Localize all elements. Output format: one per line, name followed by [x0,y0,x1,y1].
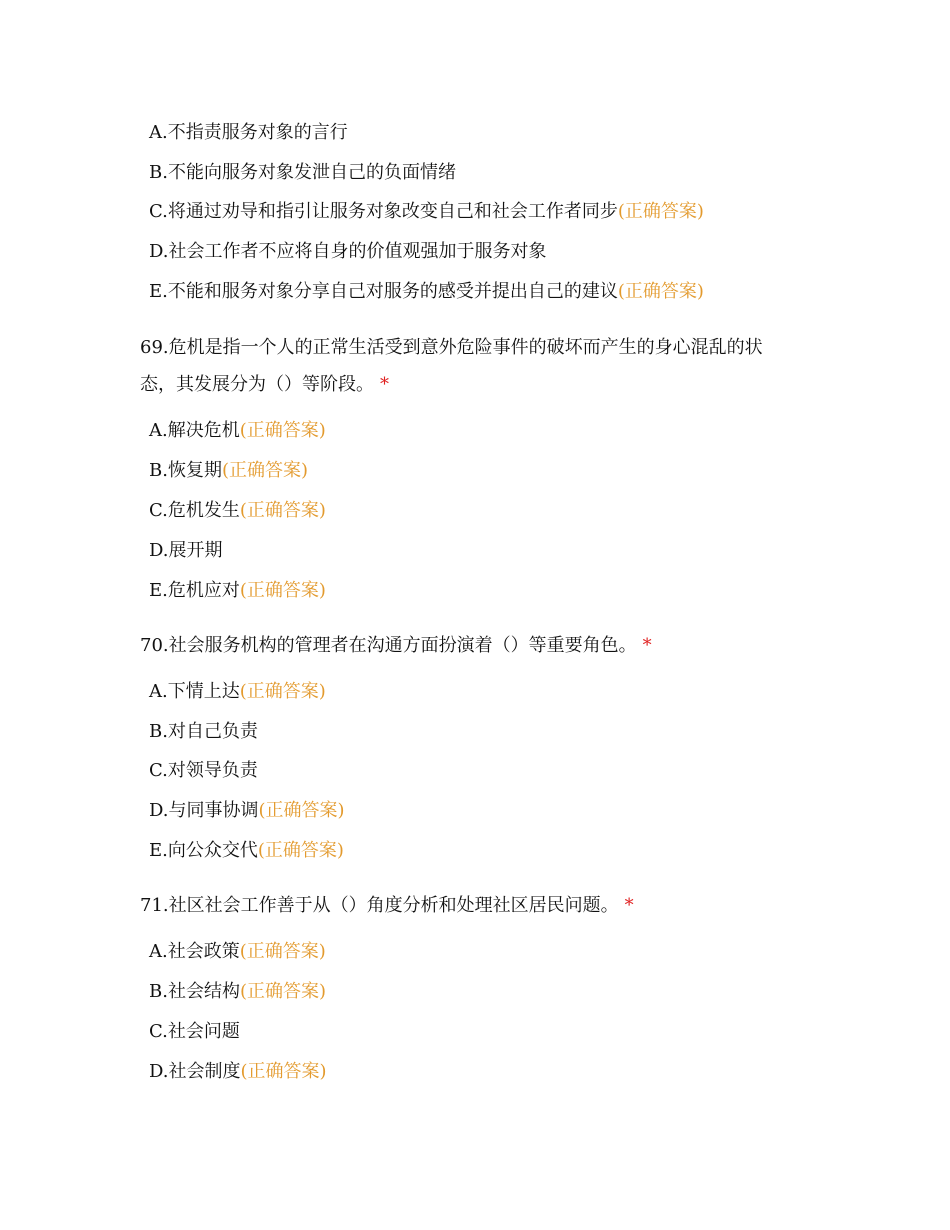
required-star: * [642,635,652,656]
question-text: 70.社会服务机构的管理者在沟通方面扮演着（）等重要角色。 [140,635,637,656]
q68-option-c [149,200,704,224]
option-text: B.社会结构 [149,981,240,1002]
option-text: A.解决危机 [149,420,240,441]
correct-answer-tag: (正确答案) [617,281,704,302]
q70-option-d [149,799,345,823]
required-star: * [380,374,389,395]
correct-answer-tag: (正确答案) [239,580,326,601]
correct-answer-tag: (正确答案) [221,460,308,481]
option-text: B.恢复期 [149,460,222,481]
option-text: C.社会问题 [149,1021,240,1042]
correct-answer-tag: (正确答案) [257,840,344,861]
option-text: D.与同事协调 [149,800,259,821]
option-text: A.下情上达 [149,681,240,702]
question-text: 71.社区社会工作善于从（）角度分析和处理社区居民问题。 [140,895,619,916]
q71-option-d [149,1060,327,1084]
q70-option-a [149,680,326,704]
correct-answer-tag: (正确答案) [258,800,345,821]
q69-option-a [149,419,326,443]
q69-option-c [149,499,326,523]
option-text: C.危机发生 [149,500,240,521]
correct-answer-tag: (正确答案) [239,500,326,521]
q70-option-c [149,759,258,783]
q69-option-b [149,459,308,483]
question-71 [140,887,790,924]
correct-answer-tag: (正确答案) [617,201,704,222]
option-text: B.对自己负责 [149,721,258,742]
correct-answer-tag: (正确答案) [239,420,326,441]
required-star: * [624,895,634,916]
q68-option-a [149,121,348,145]
q69-option-d [149,539,223,563]
q71-option-c [149,1020,240,1044]
correct-answer-tag: (正确答案) [239,941,326,962]
q70-option-e [149,839,344,863]
option-text: C.对领导负责 [149,760,258,781]
q68-option-d [149,240,547,264]
option-text: E.不能和服务对象分享自己对服务的感受并提出自己的建议 [149,281,618,302]
option-text: E.危机应对 [149,580,240,601]
correct-answer-tag: (正确答案) [239,681,326,702]
option-text: A.不指责服务对象的言行 [149,122,348,143]
correct-answer-tag: (正确答案) [240,1061,327,1082]
question-text: 69.危机是指一个人的正常生活受到意外危险事件的破坏而产生的身心混乱的状态，其发展分为（）等阶段。 [140,337,763,395]
question-69 [140,329,790,403]
q68-option-b [149,161,456,185]
option-text: D.社会工作者不应将自身的价值观强加于服务对象 [149,241,547,262]
q69-option-e [149,579,326,603]
correct-answer-tag: (正确答案) [239,981,326,1002]
q68-option-e [149,280,704,304]
question-70 [140,627,790,664]
option-text: C.将通过劝导和指引让服务对象改变自己和社会工作者同步 [149,201,618,222]
option-text: B.不能向服务对象发泄自己的负面情绪 [149,162,456,183]
option-text: E.向公众交代 [149,840,258,861]
option-text: A.社会政策 [149,941,240,962]
q71-option-a [149,940,326,964]
option-text: D.社会制度 [149,1061,241,1082]
q70-option-b [149,720,258,744]
q71-option-b [149,980,326,1004]
option-text: D.展开期 [149,540,223,561]
